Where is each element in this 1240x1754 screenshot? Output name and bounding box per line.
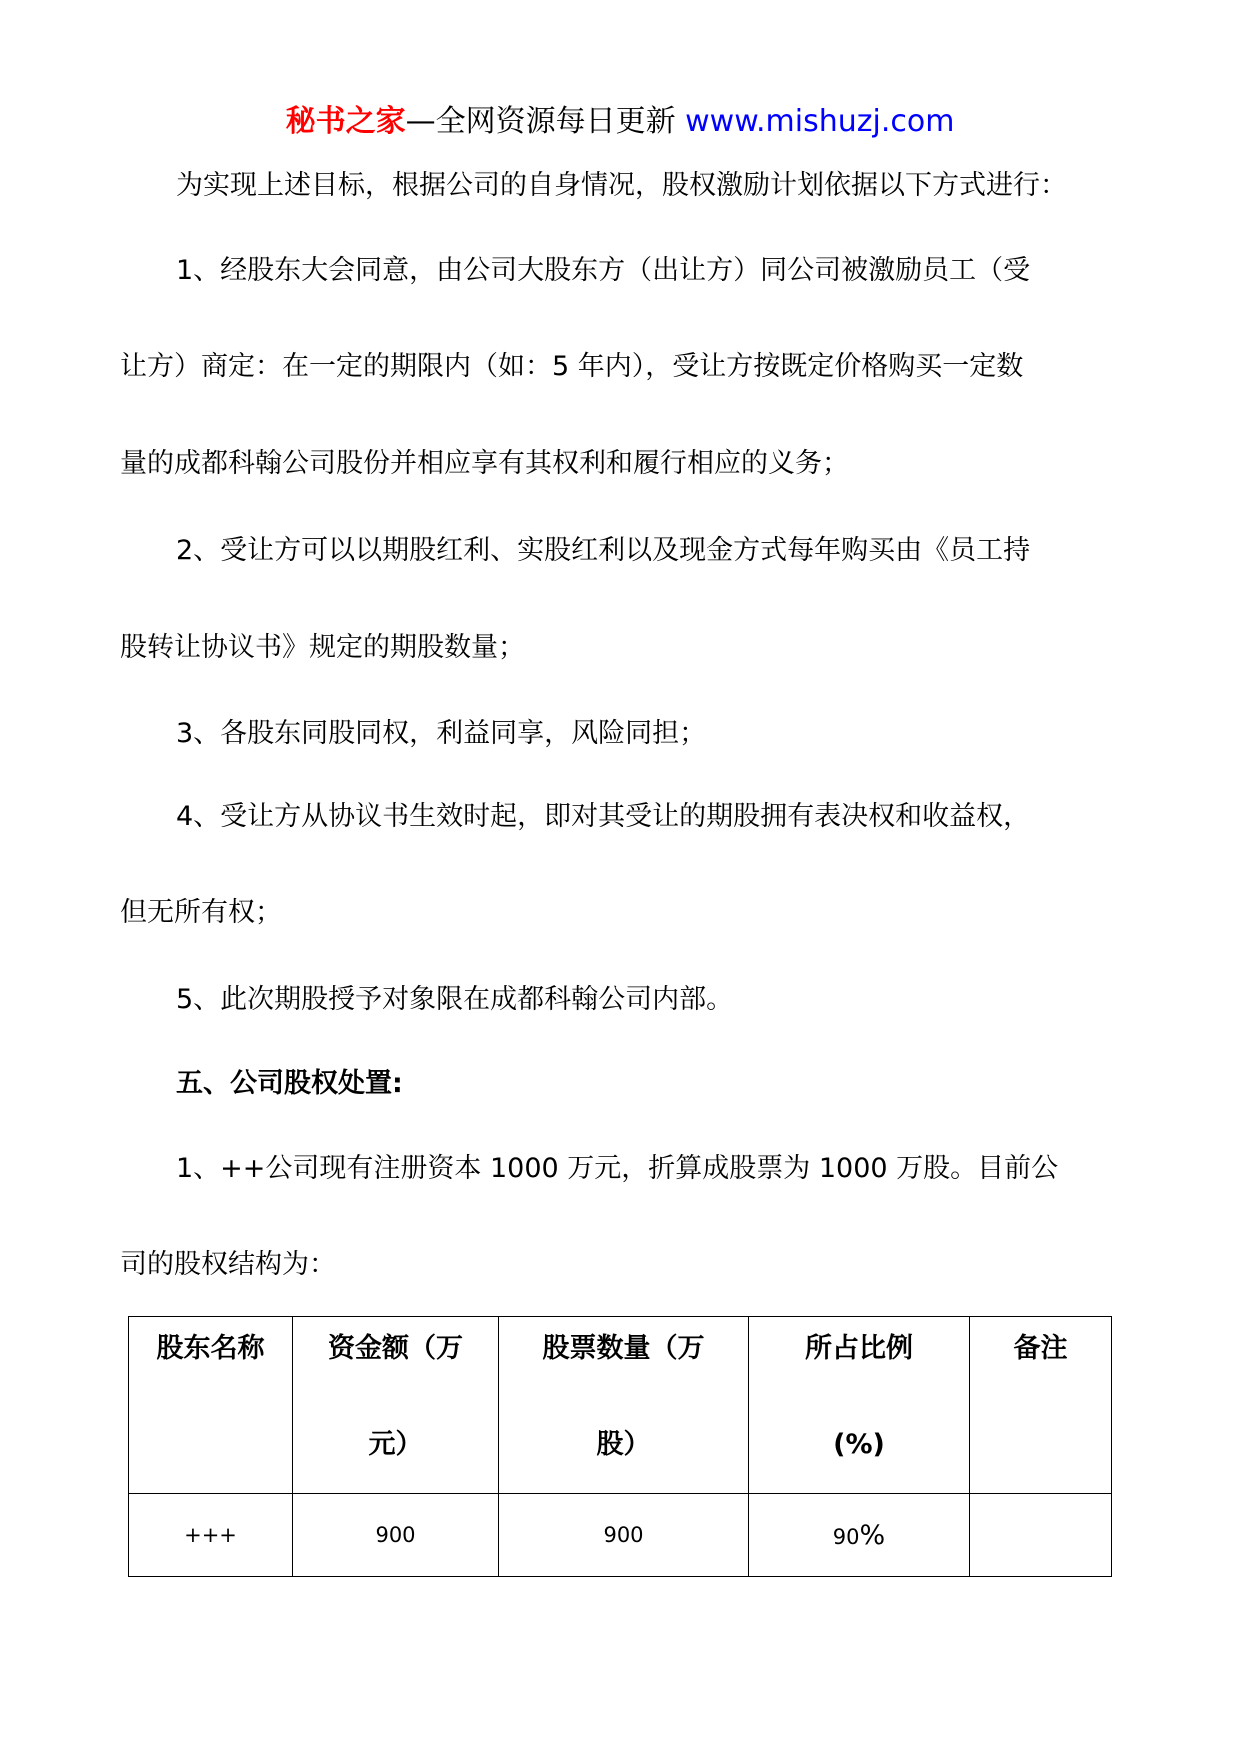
item-5: 5、此次期股授予对象限在成都科翰公司内部。 bbox=[176, 984, 734, 1015]
section-heading: 五、公司股权处置: bbox=[176, 1068, 403, 1099]
cell-share-count: 900 bbox=[499, 1494, 749, 1577]
equity-structure-table bbox=[128, 1316, 1112, 1577]
header-cell-shareholder-name: 股东名称 bbox=[129, 1317, 293, 1494]
header-cell-share-count: 股票数量（万 股） bbox=[499, 1317, 749, 1494]
item-4-line-2: 但无所有权； bbox=[120, 897, 282, 928]
header-brand: 秘书之家 bbox=[285, 104, 406, 139]
cell-capital: 900 bbox=[293, 1494, 499, 1577]
cell-ratio bbox=[749, 1494, 970, 1577]
header-cell-remarks: 备注 bbox=[970, 1317, 1112, 1494]
item-3: 3、各股东同股同权，利益同享，风险同担； bbox=[176, 718, 707, 749]
item-1-line-3: 量的成都科翰公司股份并相应享有其权利和履行相应的义务； bbox=[120, 448, 849, 479]
header-url-link[interactable]: www.mishuzj.com bbox=[685, 104, 955, 139]
cell-shareholder-name: +++ bbox=[129, 1494, 293, 1577]
item-2-line-2: 股转让协议书》规定的期股数量； bbox=[120, 632, 525, 663]
item-1-line-1: 1、经股东大会同意，由公司大股东方（出让方）同公司被激励员工（受 bbox=[176, 255, 1031, 286]
intro-paragraph: 为实现上述目标，根据公司的自身情况，股权激励计划依据以下方式进行： bbox=[176, 170, 1067, 201]
cell-ratio-value: 90 bbox=[832, 1524, 860, 1549]
item-4-line-1: 4、受让方从协议书生效时起，即对其受让的期股拥有表决权和收益权， bbox=[176, 801, 1031, 832]
document-header bbox=[0, 102, 1240, 142]
table-header-row bbox=[129, 1317, 1112, 1494]
header-tagline: —全网资源每日更新 bbox=[405, 104, 686, 139]
cell-ratio-sign: % bbox=[859, 1519, 886, 1551]
table-row bbox=[129, 1494, 1112, 1577]
cell-remarks bbox=[970, 1494, 1112, 1577]
section-item-1-line-1: 1、++公司现有注册资本 1000 万元，折算成股票为 1000 万股。目前公 bbox=[176, 1153, 1059, 1184]
item-1-line-2: 让方）商定：在一定的期限内（如：5 年内），受让方按既定价格购买一定数 bbox=[120, 351, 1024, 382]
header-cell-capital: 资金额（万 元） bbox=[293, 1317, 499, 1494]
section-item-1-line-2: 司的股权结构为： bbox=[120, 1249, 336, 1280]
header-cell-ratio: 所占比例 (%) bbox=[749, 1317, 970, 1494]
item-2-line-1: 2、受让方可以以期股红利、实股红利以及现金方式每年购买由《员工持 bbox=[176, 535, 1031, 566]
